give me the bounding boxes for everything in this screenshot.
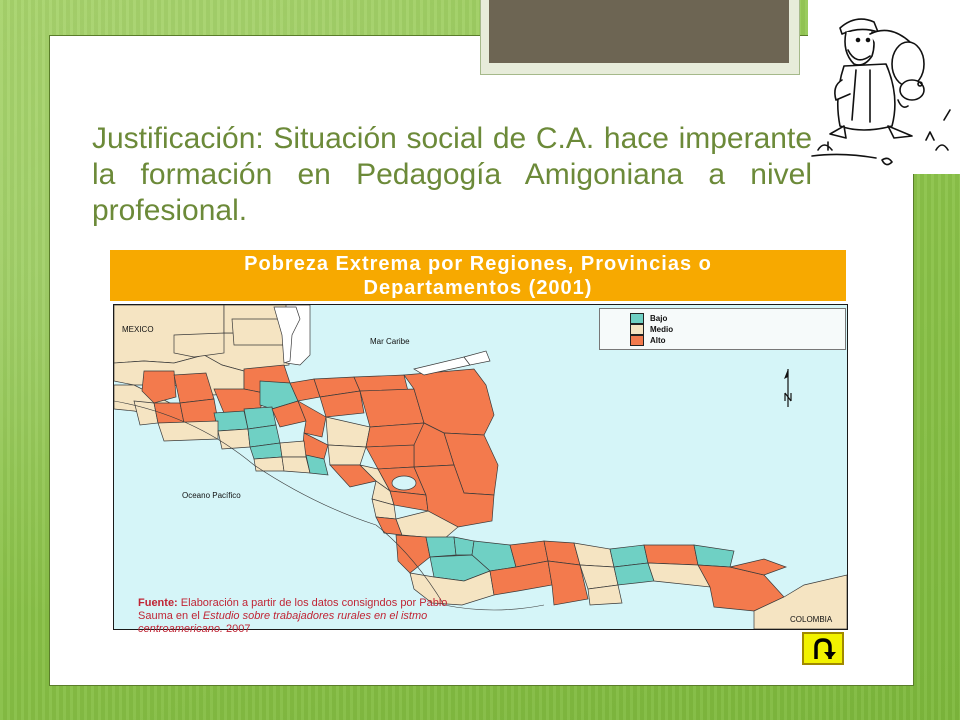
region-campeche	[232, 319, 286, 345]
label-pacific: Oceano Pacífico	[182, 491, 241, 500]
region-herrera	[580, 565, 618, 589]
north-arrow-icon	[782, 367, 794, 411]
region-guanacaste	[396, 535, 430, 573]
region-guatemala-city	[214, 411, 248, 431]
region-kuna-yala	[694, 545, 734, 567]
return-arrow-icon	[810, 637, 836, 661]
source-text-italic: Estudio sobre trabajadores rurales en el istmo centroamericano.	[138, 610, 428, 635]
banner-line-2: Departamentos (2001)	[363, 276, 593, 299]
legend-label-alto: Alto	[650, 335, 666, 345]
region-panama-city	[614, 563, 654, 585]
region-usulutan	[282, 457, 310, 473]
legend-item-alto	[630, 334, 666, 346]
label-mexico: MEXICO	[122, 325, 154, 334]
region-tabasco	[174, 333, 224, 357]
region-francisco-morazan	[326, 417, 370, 447]
region-jutiapa	[218, 429, 250, 449]
legend-swatch-alto	[630, 335, 644, 346]
region-alajuela	[426, 537, 456, 557]
region-la-libertad	[254, 457, 284, 471]
region-san-salvador	[280, 441, 306, 457]
slide-title: Justificación: Situación social de C.A. hace imperante la formación en Pedagogía Amigoniana a nivel profesional.	[92, 122, 812, 227]
legend-swatch-medio	[630, 324, 644, 335]
region-chimaltenango	[180, 399, 218, 423]
region-olancho	[360, 389, 424, 427]
banner-line-1: Pobreza Extrema por Regiones, Provincias o	[244, 252, 712, 275]
central-america-map	[113, 304, 848, 630]
region-heredia	[454, 537, 474, 555]
legend-label-bajo: Bajo	[650, 313, 668, 323]
source-lead: Fuente:	[138, 597, 178, 609]
lake-nicaragua	[392, 476, 416, 490]
source-text-a: Elaboración a partir de los datos consigndos por Pablo Sauma en el	[138, 597, 448, 622]
header-tab-inner	[489, 0, 789, 63]
return-button[interactable]	[802, 632, 844, 665]
map-svg	[114, 305, 847, 629]
legend-swatch-bajo	[630, 313, 644, 324]
map-legend	[599, 308, 846, 350]
region-escuintla	[158, 421, 218, 441]
region-los-santos	[588, 585, 622, 605]
label-caribbean: Mar Caribe	[370, 337, 410, 346]
region-valle	[328, 445, 366, 465]
hiker-friar-clipart	[808, 0, 960, 174]
label-colombia: COLOMBIA	[790, 615, 833, 624]
region-panama-east	[644, 545, 698, 565]
region-nueva-segovia	[366, 445, 414, 469]
header-tab	[480, 0, 800, 75]
source-text-b: 2007	[223, 623, 251, 635]
region-cocle	[574, 543, 614, 567]
region-colon	[354, 375, 408, 391]
map-title-banner	[110, 250, 846, 301]
source-note	[138, 597, 478, 636]
legend-label-medio: Medio	[650, 324, 674, 334]
